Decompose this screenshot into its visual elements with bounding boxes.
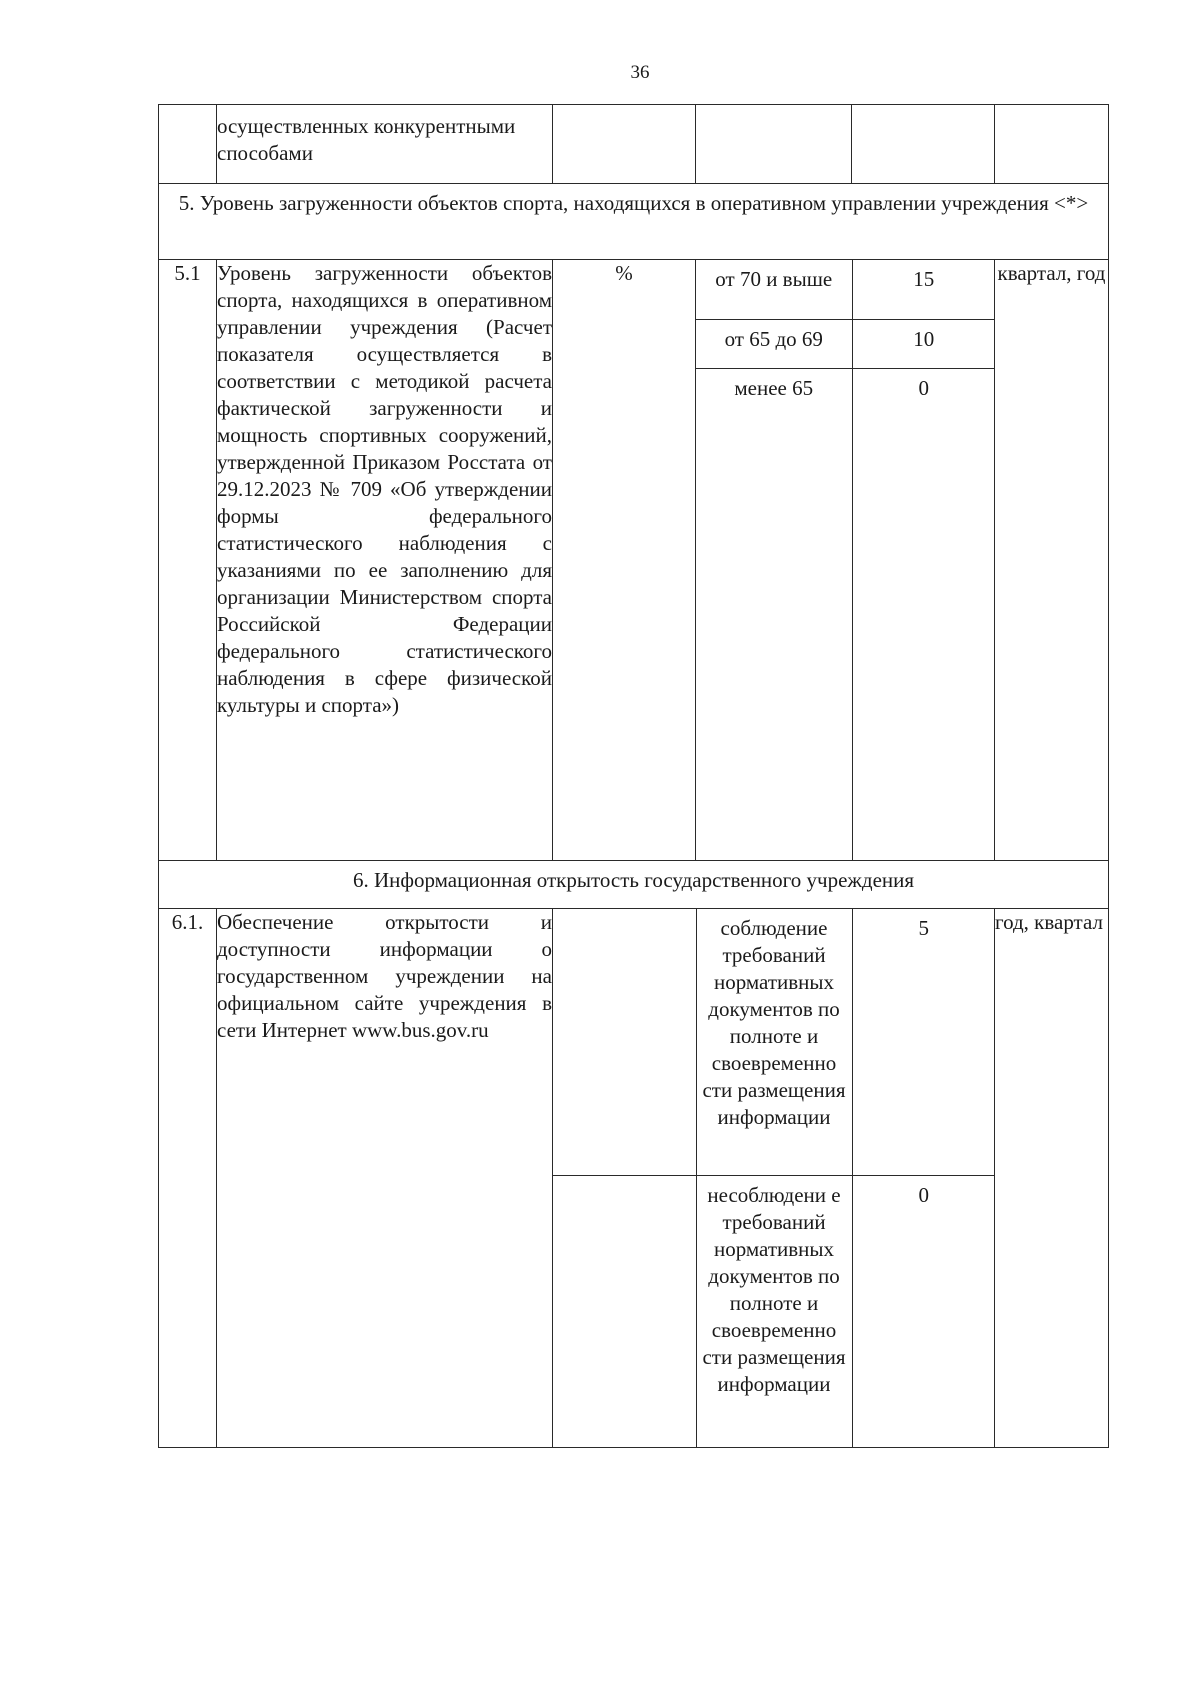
- points-value: 5: [852, 909, 995, 1175]
- indicator-table: [158, 104, 1109, 1448]
- condition-row: [696, 319, 995, 368]
- condition-text: несоблюдени е требований нормативных документов по полноте и своевременно сти размещения информации: [696, 1175, 852, 1447]
- condition-text: от 70 и выше: [696, 260, 852, 319]
- conditions-block: [696, 260, 995, 861]
- condition-row: [553, 909, 995, 1175]
- conditions-block: [553, 909, 995, 1448]
- table-row-6-1: [159, 909, 1109, 1448]
- indicator-description: Обеспечение открытости и доступности информации о государственном учреждении на официальном сайте учреждения в сети Интернет www.bus.gov.ru: [217, 909, 553, 1448]
- points-value: 15: [852, 260, 995, 319]
- row-number: 5.1: [159, 260, 217, 861]
- condition-row: [553, 1175, 995, 1447]
- points-value: 0: [918, 1182, 929, 1207]
- unit-of-measure: %: [553, 260, 696, 861]
- points-cell: [852, 105, 995, 184]
- condition-row: [696, 260, 995, 319]
- page-number: 36: [630, 62, 650, 83]
- condition-text: от 65 до 69: [696, 319, 852, 368]
- table-row-continuation: [159, 105, 1109, 184]
- unit-of-measure: [553, 1175, 696, 1447]
- row-number: 6.1.: [159, 909, 217, 1448]
- conditions-table: [553, 909, 995, 1447]
- period-cell: [995, 105, 1109, 184]
- indicator-description: Уровень загруженности объектов спорта, находящихся в оперативном управлении учреждения (Расчет показателя осуществляется в соответствии с методикой расчета фактической загруженности и мощность спортивных сооружений, утвержденной Приказом Росстата от 29.12.2023 № 709 «Об утверждении формы федерального статистического наблюдения с указаниями по ее заполнению для организации Министерством спорта Российской Федерации федерального статистического наблюдения в сфере физической культуры и спорта»): [217, 260, 553, 861]
- row-number-cell: [159, 105, 217, 184]
- points-value: 10: [852, 319, 995, 368]
- section-title: 5. Уровень загруженности объектов спорта, находящихся в оперативном управлении учреждения <*>: [159, 184, 1109, 260]
- conditions-table: [696, 260, 995, 860]
- condition-text: соблюдение требований нормативных документов по полноте и своевременно сти размещения информации: [696, 909, 852, 1175]
- section-header-6: [159, 861, 1109, 909]
- section-title: 6. Информационная открытость государственного учреждения: [159, 861, 1109, 909]
- condition-cell: [696, 105, 852, 184]
- reporting-period: год, квартал: [995, 909, 1109, 1448]
- condition-text: менее 65: [696, 368, 852, 860]
- condition-row: [696, 368, 995, 860]
- points-value: 0: [918, 375, 929, 400]
- unit-of-measure: [553, 909, 696, 1175]
- unit-cell: [553, 105, 696, 184]
- section-header-5: [159, 184, 1109, 260]
- reporting-period: квартал, год: [995, 260, 1109, 861]
- table-row-5-1: [159, 260, 1109, 861]
- indicator-description: осуществленных конкурентными способами: [217, 105, 553, 184]
